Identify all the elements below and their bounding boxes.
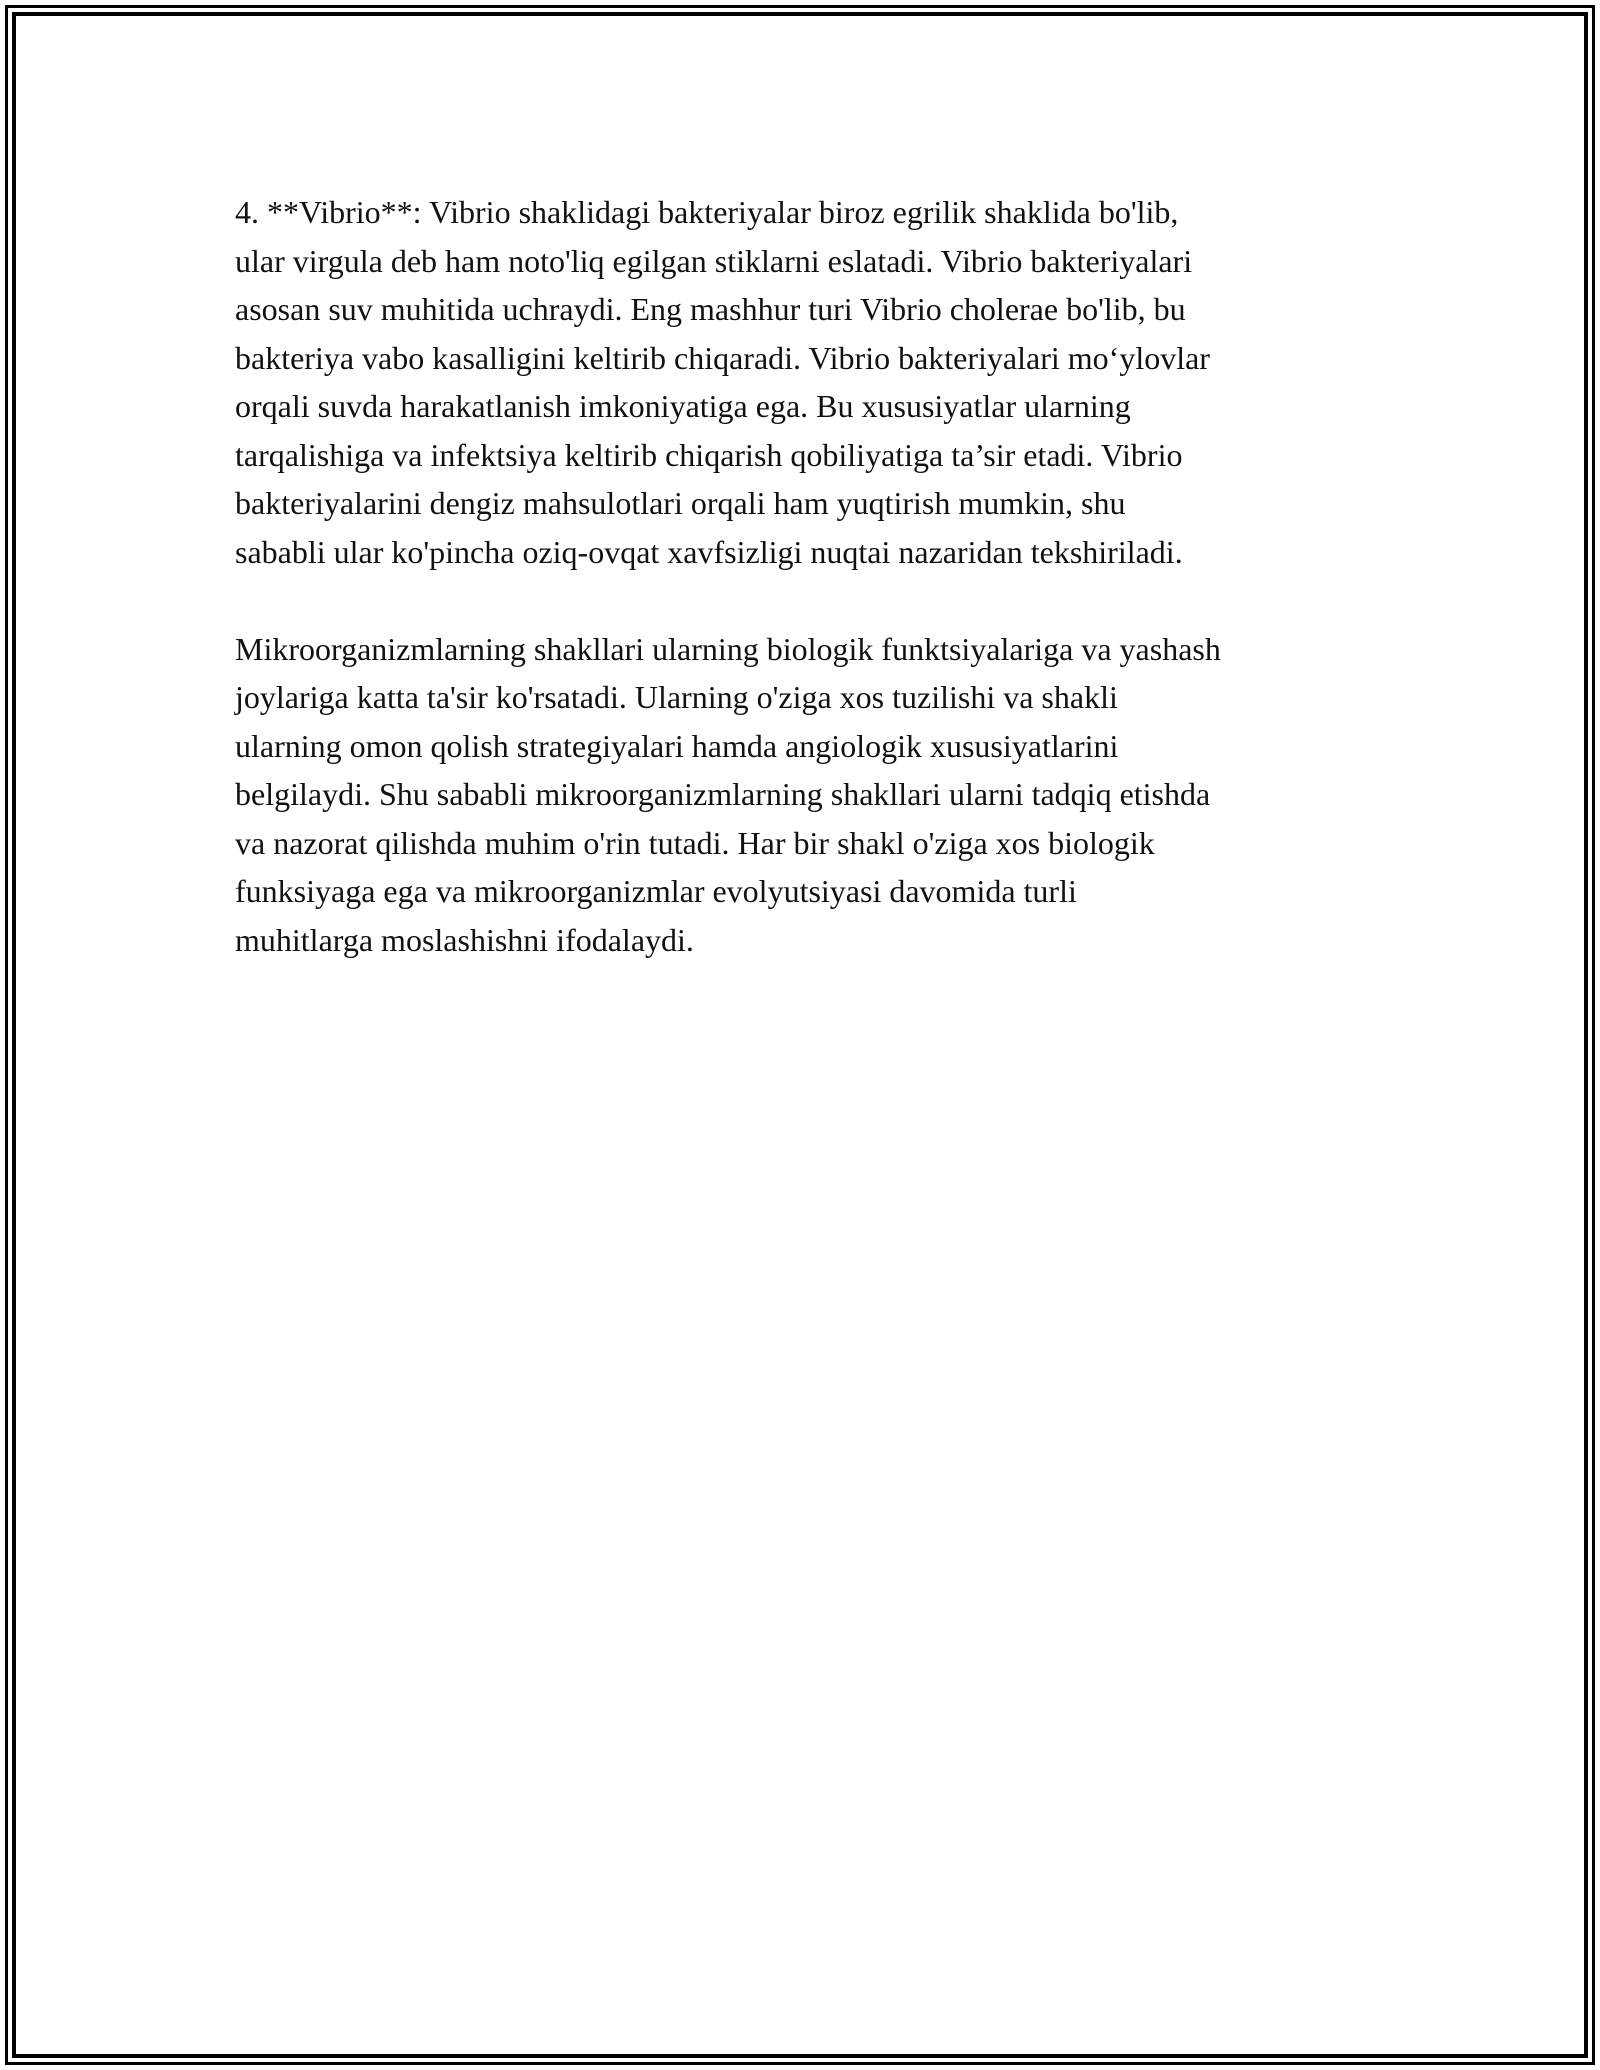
text-line: funksiyaga ega va mikroorganizmlar evolyutsiyasi davomida turli [235,873,1077,909]
text-line: bakteriya vabo kasalligini keltirib chiqaradi. Vibrio bakteriyalari mo‘ylovlar [235,339,1210,376]
text-line: asosan suv muhitida uchraydi. Eng mashhur turi Vibrio cholerae bo'lib, bu [235,291,1186,327]
text-line: 4. **Vibrio**: Vibrio shaklidagi bakteriyalar biroz egrilik shaklida bo'lib, [235,194,1179,230]
text-line: joylariga katta ta'sir ko'rsatadi. Ularning o'ziga xos tuzilishi va shakli [235,679,1118,715]
text-line: muhitlarga moslashishni ifodalaydi. [235,921,694,958]
text-line: va nazorat qilishda muhim o'rin tutadi. Har bir shakl o'ziga xos biologik [235,824,1155,861]
paragraph-conclusion [235,625,1375,965]
paragraph-vibrio [235,188,1375,576]
text-line: belgilaydi. Shu sababli mikroorganizmlarning shakllari ularni tadqiq etishda [235,776,1211,812]
text-line: tarqalishiga va infektsiya keltirib chiqarish qobiliyatiga ta’sir etadi. Vibrio [235,436,1183,473]
text-line: Mikroorganizmlarning shakllari ularning biologik funktsiyalariga va yashash [235,630,1221,667]
text-line: ular virgula deb ham noto'liq egilgan stiklarni eslatadi. Vibrio bakteriyalari [235,242,1193,279]
text-line: ularning omon qolish strategiyalari hamda angiologik xususiyatlarini [235,727,1119,764]
text-line: sababli ular ko'pincha oziq-ovqat xavfsizligi nuqtai nazaridan tekshiriladi. [235,533,1183,570]
document-body [235,188,1375,964]
text-line: bakteriyalarini dengiz mahsulotlari orqali ham yuqtirish mumkin, shu [235,485,1126,521]
text-line: orqali suvda harakatlanish imkoniyatiga ega. Bu xususiyatlar ularning [235,388,1131,424]
